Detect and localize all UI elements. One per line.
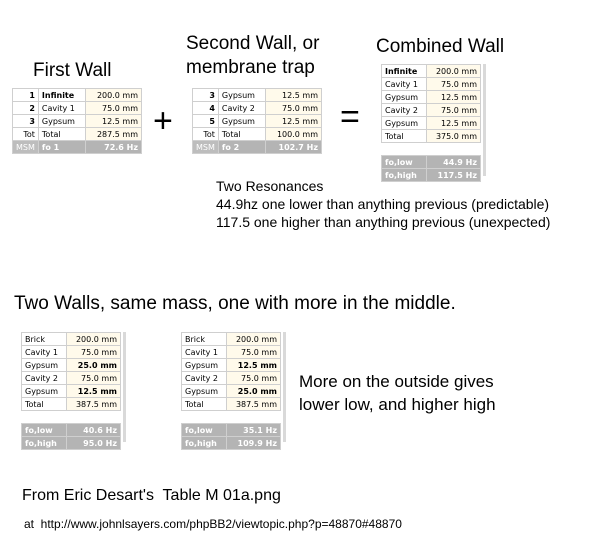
resonance-name: fo,high	[22, 437, 67, 450]
layer-name: Gypsum	[218, 89, 265, 102]
layer-value: 75.0 mm	[427, 104, 481, 117]
table-row	[382, 104, 481, 117]
table-row	[13, 128, 142, 141]
layer-name: Infinite	[382, 65, 427, 78]
layer-name: Cavity 1	[22, 346, 67, 359]
resonance-name: fo,low	[22, 424, 67, 437]
outside-note-line1: More on the outside gives	[299, 372, 494, 391]
layer-name: Gypsum	[382, 91, 427, 104]
layer-value: 12.5 mm	[85, 115, 141, 128]
layer-index: 3	[193, 89, 219, 102]
layer-name: Cavity 1	[182, 346, 227, 359]
layer-name: Cavity 2	[22, 372, 67, 385]
wall-a-table	[21, 332, 121, 450]
resonance-name: fo,high	[382, 169, 427, 182]
layer-index: Tot	[13, 128, 39, 141]
table-row	[22, 346, 121, 359]
table-row	[13, 89, 142, 102]
layer-value: 75.0 mm	[227, 372, 281, 385]
layer-name: Cavity 2	[182, 372, 227, 385]
resonance-name: fo,low	[382, 156, 427, 169]
layer-name: Gypsum	[218, 115, 265, 128]
msm-row	[13, 141, 142, 154]
outside-note-line2: lower low, and higher high	[299, 395, 496, 414]
layer-value: 75.0 mm	[85, 102, 141, 115]
resonance-high-note: 117.5 one higher than anything previous (unexpected)	[216, 214, 551, 230]
layer-name: Total	[218, 128, 265, 141]
layer-name: Gypsum	[182, 359, 227, 372]
msm-label: MSM	[193, 141, 219, 154]
equals-sign: =	[340, 98, 360, 136]
combined-wall-title: Combined Wall	[376, 36, 505, 57]
layer-value: 375.0 mm	[427, 130, 481, 143]
layer-name: Cavity 1	[38, 102, 85, 115]
layer-value: 12.5 mm	[265, 89, 321, 102]
resonance-row	[182, 424, 281, 437]
layer-value: 25.0 mm	[227, 385, 281, 398]
resonance-row	[22, 437, 121, 450]
table-edge	[123, 332, 126, 442]
layer-value: 75.0 mm	[227, 346, 281, 359]
comparison-heading: Two Walls, same mass, one with more in the middle.	[14, 293, 456, 314]
table-edge	[283, 332, 286, 442]
layer-index: 1	[13, 89, 39, 102]
second-wall-title-line1: Second Wall, or	[186, 33, 320, 54]
wall-b-table	[181, 332, 281, 450]
resonance-low-note: 44.9hz one lower than anything previous (predictable)	[216, 196, 550, 212]
resonance-value: 102.7 Hz	[265, 141, 321, 154]
layer-value: 75.0 mm	[265, 102, 321, 115]
layer-name: Gypsum	[22, 385, 67, 398]
resonance-row	[182, 437, 281, 450]
table-row	[193, 102, 322, 115]
table-row	[182, 359, 281, 372]
first-wall-title: First Wall	[33, 60, 112, 81]
table-row	[22, 359, 121, 372]
table-row	[193, 115, 322, 128]
layer-name: Cavity 2	[218, 102, 265, 115]
layer-value: 100.0 mm	[265, 128, 321, 141]
layer-name: Infinite	[38, 89, 85, 102]
layer-index: 4	[193, 102, 219, 115]
layer-value: 12.5 mm	[227, 359, 281, 372]
layer-name: Cavity 1	[382, 78, 427, 91]
second-wall-table	[192, 88, 322, 154]
layer-value: 387.5 mm	[67, 398, 121, 411]
layer-value: 12.5 mm	[427, 91, 481, 104]
resonance-name: fo,low	[182, 424, 227, 437]
layer-value: 200.0 mm	[85, 89, 141, 102]
table-row	[382, 78, 481, 91]
layer-name: Total	[22, 398, 67, 411]
layer-name: Cavity 2	[382, 104, 427, 117]
resonance-name: fo,high	[182, 437, 227, 450]
resonance-row	[22, 424, 121, 437]
table-row	[182, 333, 281, 346]
layer-value: 287.5 mm	[85, 128, 141, 141]
first-wall-table	[12, 88, 142, 154]
resonance-value: 44.9 Hz	[427, 156, 481, 169]
table-row	[182, 385, 281, 398]
layer-value: 12.5 mm	[427, 117, 481, 130]
layer-index: 5	[193, 115, 219, 128]
layer-name: Brick	[22, 333, 67, 346]
table-row	[22, 372, 121, 385]
layer-name: Total	[38, 128, 85, 141]
layer-name: Gypsum	[38, 115, 85, 128]
table-row	[13, 102, 142, 115]
source-credit: From Eric Desart's Table M 01a.png	[22, 487, 281, 504]
msm-label: MSM	[13, 141, 39, 154]
layer-index: Tot	[193, 128, 219, 141]
second-wall-title-line2: membrane trap	[186, 57, 315, 78]
table-row	[382, 91, 481, 104]
layer-name: Total	[182, 398, 227, 411]
table-row	[22, 385, 121, 398]
layer-name: Total	[382, 130, 427, 143]
table-row	[182, 346, 281, 359]
table-row	[22, 398, 121, 411]
layer-value: 75.0 mm	[67, 346, 121, 359]
resonance-value: 72.6 Hz	[85, 141, 141, 154]
layer-value: 200.0 mm	[427, 65, 481, 78]
plus-sign: +	[153, 102, 173, 140]
table-row	[193, 128, 322, 141]
msm-row	[193, 141, 322, 154]
resonance-value: 109.9 Hz	[227, 437, 281, 450]
table-row	[382, 65, 481, 78]
table-row	[182, 372, 281, 385]
table-row	[182, 398, 281, 411]
table-row	[22, 333, 121, 346]
resonance-row	[382, 169, 481, 182]
layer-name: Brick	[182, 333, 227, 346]
layer-value: 200.0 mm	[227, 333, 281, 346]
table-row	[193, 89, 322, 102]
layer-name: Gypsum	[182, 385, 227, 398]
table-row	[382, 130, 481, 143]
combined-wall-table	[381, 64, 481, 182]
resonances-heading: Two Resonances	[216, 178, 324, 194]
layer-value: 25.0 mm	[67, 359, 121, 372]
layer-value: 200.0 mm	[67, 333, 121, 346]
layer-value: 12.5 mm	[265, 115, 321, 128]
resonance-value: 117.5 Hz	[427, 169, 481, 182]
layer-index: 2	[13, 102, 39, 115]
layer-name: Gypsum	[382, 117, 427, 130]
table-row	[382, 117, 481, 130]
table-edge	[483, 64, 486, 176]
resonance-value: 95.0 Hz	[67, 437, 121, 450]
resonance-row	[382, 156, 481, 169]
layer-index: 3	[13, 115, 39, 128]
resonance-name: fo 1	[38, 141, 85, 154]
layer-name: Gypsum	[22, 359, 67, 372]
layer-value: 387.5 mm	[227, 398, 281, 411]
layer-value: 75.0 mm	[427, 78, 481, 91]
table-row	[13, 115, 142, 128]
layer-value: 75.0 mm	[67, 372, 121, 385]
resonance-name: fo 2	[218, 141, 265, 154]
resonance-value: 40.6 Hz	[67, 424, 121, 437]
source-url: at http://www.johnlsayers.com/phpBB2/viewtopic.php?p=48870#48870	[24, 517, 402, 531]
resonance-value: 35.1 Hz	[227, 424, 281, 437]
layer-value: 12.5 mm	[67, 385, 121, 398]
